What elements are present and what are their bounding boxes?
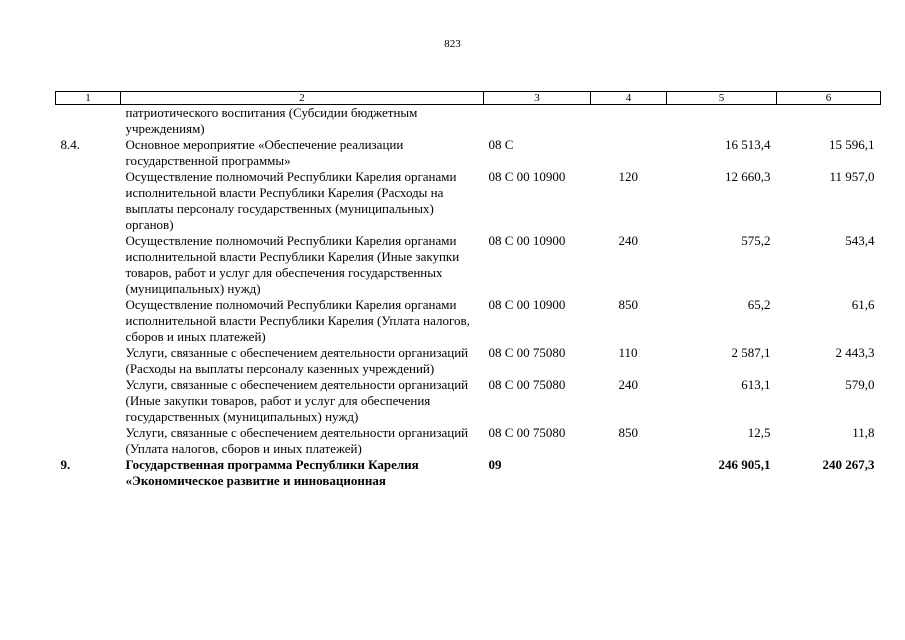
budget-table (55, 91, 881, 489)
header-row (56, 92, 881, 105)
table-row (56, 233, 881, 297)
row-name: Услуги, связанные с обеспечением деятельности организаций (Расходы на выплаты персоналу казенных учреждений) (125, 345, 469, 376)
row-number (56, 233, 121, 297)
header-col-5: 5 (667, 92, 777, 105)
row-amount-col5: 12 660,3 (725, 169, 771, 184)
row-number (56, 425, 121, 457)
page-number: 823 (444, 38, 461, 50)
row-name: Осуществление полномочий Республики Карелия органами исполнительной власти Республики Карелия (Расходы на выплаты персоналу государственных (муниципальных) органов) (125, 169, 457, 232)
row-amount-col6: 15 596,1 (829, 137, 875, 152)
row-expense-type: 850 (618, 297, 638, 312)
row-amount-col6: 579,0 (845, 377, 875, 392)
table-row (56, 345, 881, 377)
row-amount-col6: 240 267,3 (822, 457, 875, 472)
header-col-6: 6 (777, 92, 881, 105)
table-row (56, 137, 881, 169)
row-amount-col6: 11,8 (852, 425, 875, 440)
table-row (56, 169, 881, 233)
header-col-1: 1 (56, 92, 121, 105)
row-code: 08 С 00 10900 (488, 297, 566, 312)
row-number (56, 297, 121, 345)
row-code: 08 С 00 75080 (488, 345, 566, 360)
row-expense-type: 850 (618, 425, 638, 440)
row-number (56, 105, 121, 138)
row-expense-type: 240 (618, 233, 638, 248)
row-expense-type: 120 (618, 169, 638, 184)
table-row (56, 377, 881, 425)
row-number: 8.4. (60, 137, 80, 152)
row-amount-col5: 16 513,4 (725, 137, 771, 152)
row-code: 08 С 00 75080 (488, 425, 566, 440)
row-code: 08 С 00 10900 (488, 169, 566, 184)
row-amount-col5 (667, 105, 777, 138)
row-amount-col5: 613,1 (741, 377, 771, 392)
row-expense-type: 240 (618, 377, 638, 392)
table-header (56, 92, 881, 105)
row-name: патриотического воспитания (Субсидии бюджетным учреждениям) (125, 105, 418, 136)
row-amount-col6: 11 957,0 (829, 169, 875, 184)
row-expense-type (591, 457, 667, 489)
header-col-2: 2 (121, 92, 484, 105)
row-name: Услуги, связанные с обеспечением деятельности организаций (Иные закупки товаров, работ и услуг для обеспечения государственных (муниципальных) нужд) (125, 377, 469, 424)
row-amount-col6 (777, 105, 881, 138)
row-amount-col6: 61,6 (851, 297, 875, 312)
row-amount-col6: 543,4 (845, 233, 875, 248)
row-amount-col5: 246 905,1 (718, 457, 771, 472)
row-expense-type (591, 137, 667, 169)
row-number (56, 345, 121, 377)
header-col-3: 3 (484, 92, 591, 105)
row-number: 9. (60, 457, 71, 472)
row-code: 08 С 00 10900 (488, 233, 566, 248)
row-code: 08 С 00 75080 (488, 377, 566, 392)
row-amount-col5: 12,5 (747, 425, 771, 440)
row-code (484, 105, 591, 138)
row-name: Осуществление полномочий Республики Карелия органами исполнительной власти Республики Карелия (Иные закупки товаров, работ и услуг для обеспечения государственных (муниципальных) нужд) (125, 233, 460, 296)
row-name: Основное мероприятие «Обеспечение реализации государственной программы» (125, 137, 404, 168)
row-expense-type: 110 (618, 345, 638, 360)
table-row (56, 425, 881, 457)
row-code: 08 С (488, 137, 514, 152)
row-amount-col5: 2 587,1 (731, 345, 771, 360)
row-name: Осуществление полномочий Республики Карелия органами исполнительной власти Республики Карелия (Уплата налогов, сборов и иных платежей) (125, 297, 470, 344)
table-body (56, 105, 881, 490)
row-expense-type (591, 105, 667, 138)
row-amount-col5: 65,2 (747, 297, 771, 312)
row-amount-col5: 575,2 (741, 233, 771, 248)
row-amount-col6: 2 443,3 (835, 345, 875, 360)
table-row (56, 105, 881, 138)
table-row (56, 297, 881, 345)
row-name: Государственная программа Республики Карелия «Экономическое развитие и инновационная (125, 457, 419, 488)
header-col-4: 4 (591, 92, 667, 105)
table-row (56, 457, 881, 489)
row-number (56, 377, 121, 425)
row-name: Услуги, связанные с обеспечением деятельности организаций (Уплата налогов, сборов и иных платежей) (125, 425, 469, 456)
row-code: 09 (488, 457, 502, 472)
row-number (56, 169, 121, 233)
